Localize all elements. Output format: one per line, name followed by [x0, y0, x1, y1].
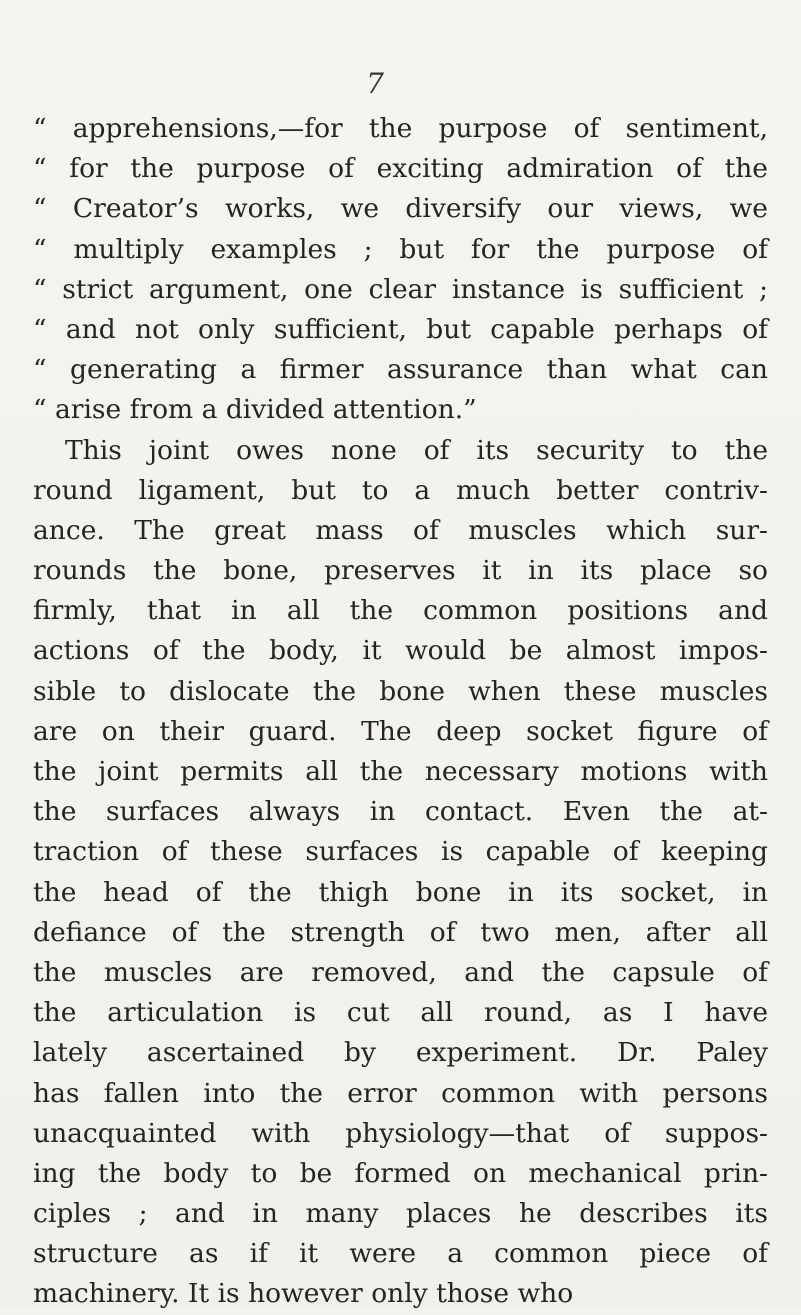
text-line: traction of these surfaces is capable of keeping [33, 836, 768, 868]
text-line: “ generating a firmer assurance than what can [33, 354, 768, 386]
body-text [33, 109, 768, 1315]
text-line: sible to dislocate the bone when these muscles [33, 675, 768, 707]
text-line: the surfaces always in contact. Even the at- [33, 796, 768, 828]
text-line: “ apprehensions,—for the purpose of sentiment, [33, 113, 768, 144]
text-line: the joint permits all the necessary motions with [33, 756, 768, 787]
text-line: the head of the thigh bone in its socket, in [33, 876, 768, 908]
text-line: ing the body to be formed on mechanical prin- [33, 1157, 768, 1189]
text-line: “ and not only sufficient, but capable perhaps of [33, 313, 768, 345]
text-line: ance. The great mass of muscles which sur- [33, 514, 768, 546]
text-line: “ Creator’s works, we diversify our views, we [33, 193, 768, 225]
text-line: rounds the bone, preserves it in its place so [33, 555, 768, 587]
text-line: “ arise from a divided attention.” [33, 394, 477, 426]
text-line: firmly, that in all the common positions and [33, 595, 768, 627]
text-line: structure as if it were a common piece of [33, 1238, 768, 1270]
text-line: lately ascertained by experiment. Dr. Paley [33, 1037, 768, 1069]
text-line: ciples ; and in many places he describes its [33, 1198, 768, 1230]
text-line: actions of the body, it would be almost impos- [33, 635, 768, 667]
text-line: This joint owes none of its security to the [65, 434, 768, 466]
text-line: the muscles are removed, and the capsule of [33, 956, 768, 988]
text-line: has fallen into the error common with persons [33, 1077, 768, 1109]
page-number: 7 [366, 67, 384, 100]
text-line: “ for the purpose of exciting admiration of the [33, 153, 768, 185]
text-line: “ strict argument, one clear instance is sufficient ; [33, 273, 768, 305]
text-line: are on their guard. The deep socket figure of [33, 715, 768, 747]
text-line: the articulation is cut all round, as I have [33, 997, 768, 1029]
text-line: round ligament, but to a much better contriv- [33, 474, 768, 506]
text-line: machinery. It is however only those who [33, 1278, 574, 1310]
text-line: unacquainted with physiology—that of suppos- [33, 1117, 768, 1149]
text-line: defiance of the strength of two men, after all [33, 916, 768, 948]
text-line: “ multiply examples ; but for the purpose of [33, 233, 768, 265]
